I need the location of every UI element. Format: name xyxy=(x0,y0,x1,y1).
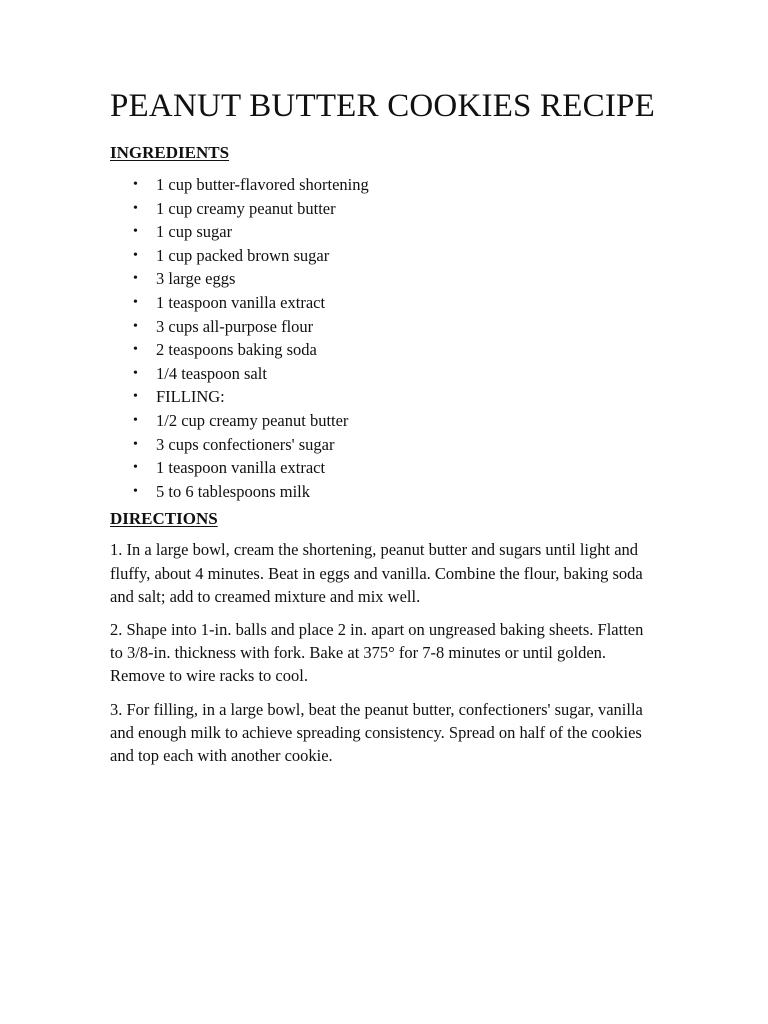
list-item xyxy=(110,456,655,480)
ingredient-text: 3 large eggs xyxy=(156,269,236,289)
list-item xyxy=(110,315,655,339)
list-item xyxy=(110,267,655,291)
ingredients-list xyxy=(110,173,655,503)
ingredient-text: 1/2 cup creamy peanut butter xyxy=(156,410,349,430)
bullet-icon: • xyxy=(133,318,138,334)
bullet-icon: • xyxy=(133,224,138,240)
ingredient-text: 3 cups confectioners' sugar xyxy=(156,434,335,454)
bullet-icon: • xyxy=(133,271,138,287)
bullet-icon: • xyxy=(133,460,138,476)
filling-label: FILLING: xyxy=(156,387,225,407)
bullet-icon: • xyxy=(133,436,138,452)
ingredient-text: 1/4 teaspoon salt xyxy=(156,363,267,383)
ingredient-text: 5 to 6 tablespoons milk xyxy=(156,481,310,501)
ingredient-text: 1 cup butter-flavored shortening xyxy=(156,175,369,194)
list-item xyxy=(110,197,655,221)
direction-step-2: 2. Shape into 1-in. balls and place 2 in. apart on ungreased baking sheets. Flatten to 3/8-in. thickness with fork. Bake at 375° for 7-8 minutes or until golden. Remove to wire racks to cool. xyxy=(110,619,644,686)
bullet-icon: • xyxy=(133,177,138,192)
ingredient-text: 1 teaspoon vanilla extract xyxy=(156,292,326,312)
bullet-icon: • xyxy=(133,365,138,381)
bullet-icon: • xyxy=(133,389,138,405)
ingredient-text: 1 cup creamy peanut butter xyxy=(156,198,336,218)
direction-step-1: 1. In a large bowl, cream the shortening, peanut butter and sugars until light and fluffy, about 4 minutes. Beat in eggs and vanilla. Combine the flour, baking soda and salt; add to creamed mixture and mix well. xyxy=(110,540,643,606)
list-item xyxy=(110,433,655,457)
ingredient-text: 1 cup sugar xyxy=(156,222,233,242)
list-item xyxy=(110,409,655,433)
list-item xyxy=(110,244,655,268)
direction-step-3: 3. For filling, in a large bowl, beat the peanut butter, confectioners' sugar, vanilla and enough milk to achieve spreading consistency. Spread on half of the cookies and top each with another cookie. xyxy=(110,699,643,765)
recipe-document xyxy=(110,84,655,767)
list-item xyxy=(110,291,655,315)
ingredient-text: 3 cups all-purpose flour xyxy=(156,316,314,336)
bullet-icon: • xyxy=(133,483,138,499)
ingredient-text: 2 teaspoons baking soda xyxy=(156,340,317,360)
ingredients-heading: INGREDIENTS xyxy=(110,143,230,162)
bullet-icon: • xyxy=(133,247,138,263)
ingredient-text: 1 teaspoon vanilla extract xyxy=(156,458,326,478)
bullet-icon: • xyxy=(133,200,138,216)
list-item xyxy=(110,173,655,197)
list-item xyxy=(110,480,655,504)
list-item xyxy=(110,338,655,362)
list-item xyxy=(110,362,655,386)
bullet-icon: • xyxy=(133,294,138,310)
list-item xyxy=(110,220,655,244)
directions-heading: DIRECTIONS xyxy=(110,509,218,529)
bullet-icon: • xyxy=(133,342,138,358)
bullet-icon: • xyxy=(133,412,138,428)
ingredient-text: 1 cup packed brown sugar xyxy=(156,245,330,265)
list-item xyxy=(110,385,655,409)
page-title: PEANUT BUTTER COOKIES RECIPE xyxy=(110,88,655,124)
